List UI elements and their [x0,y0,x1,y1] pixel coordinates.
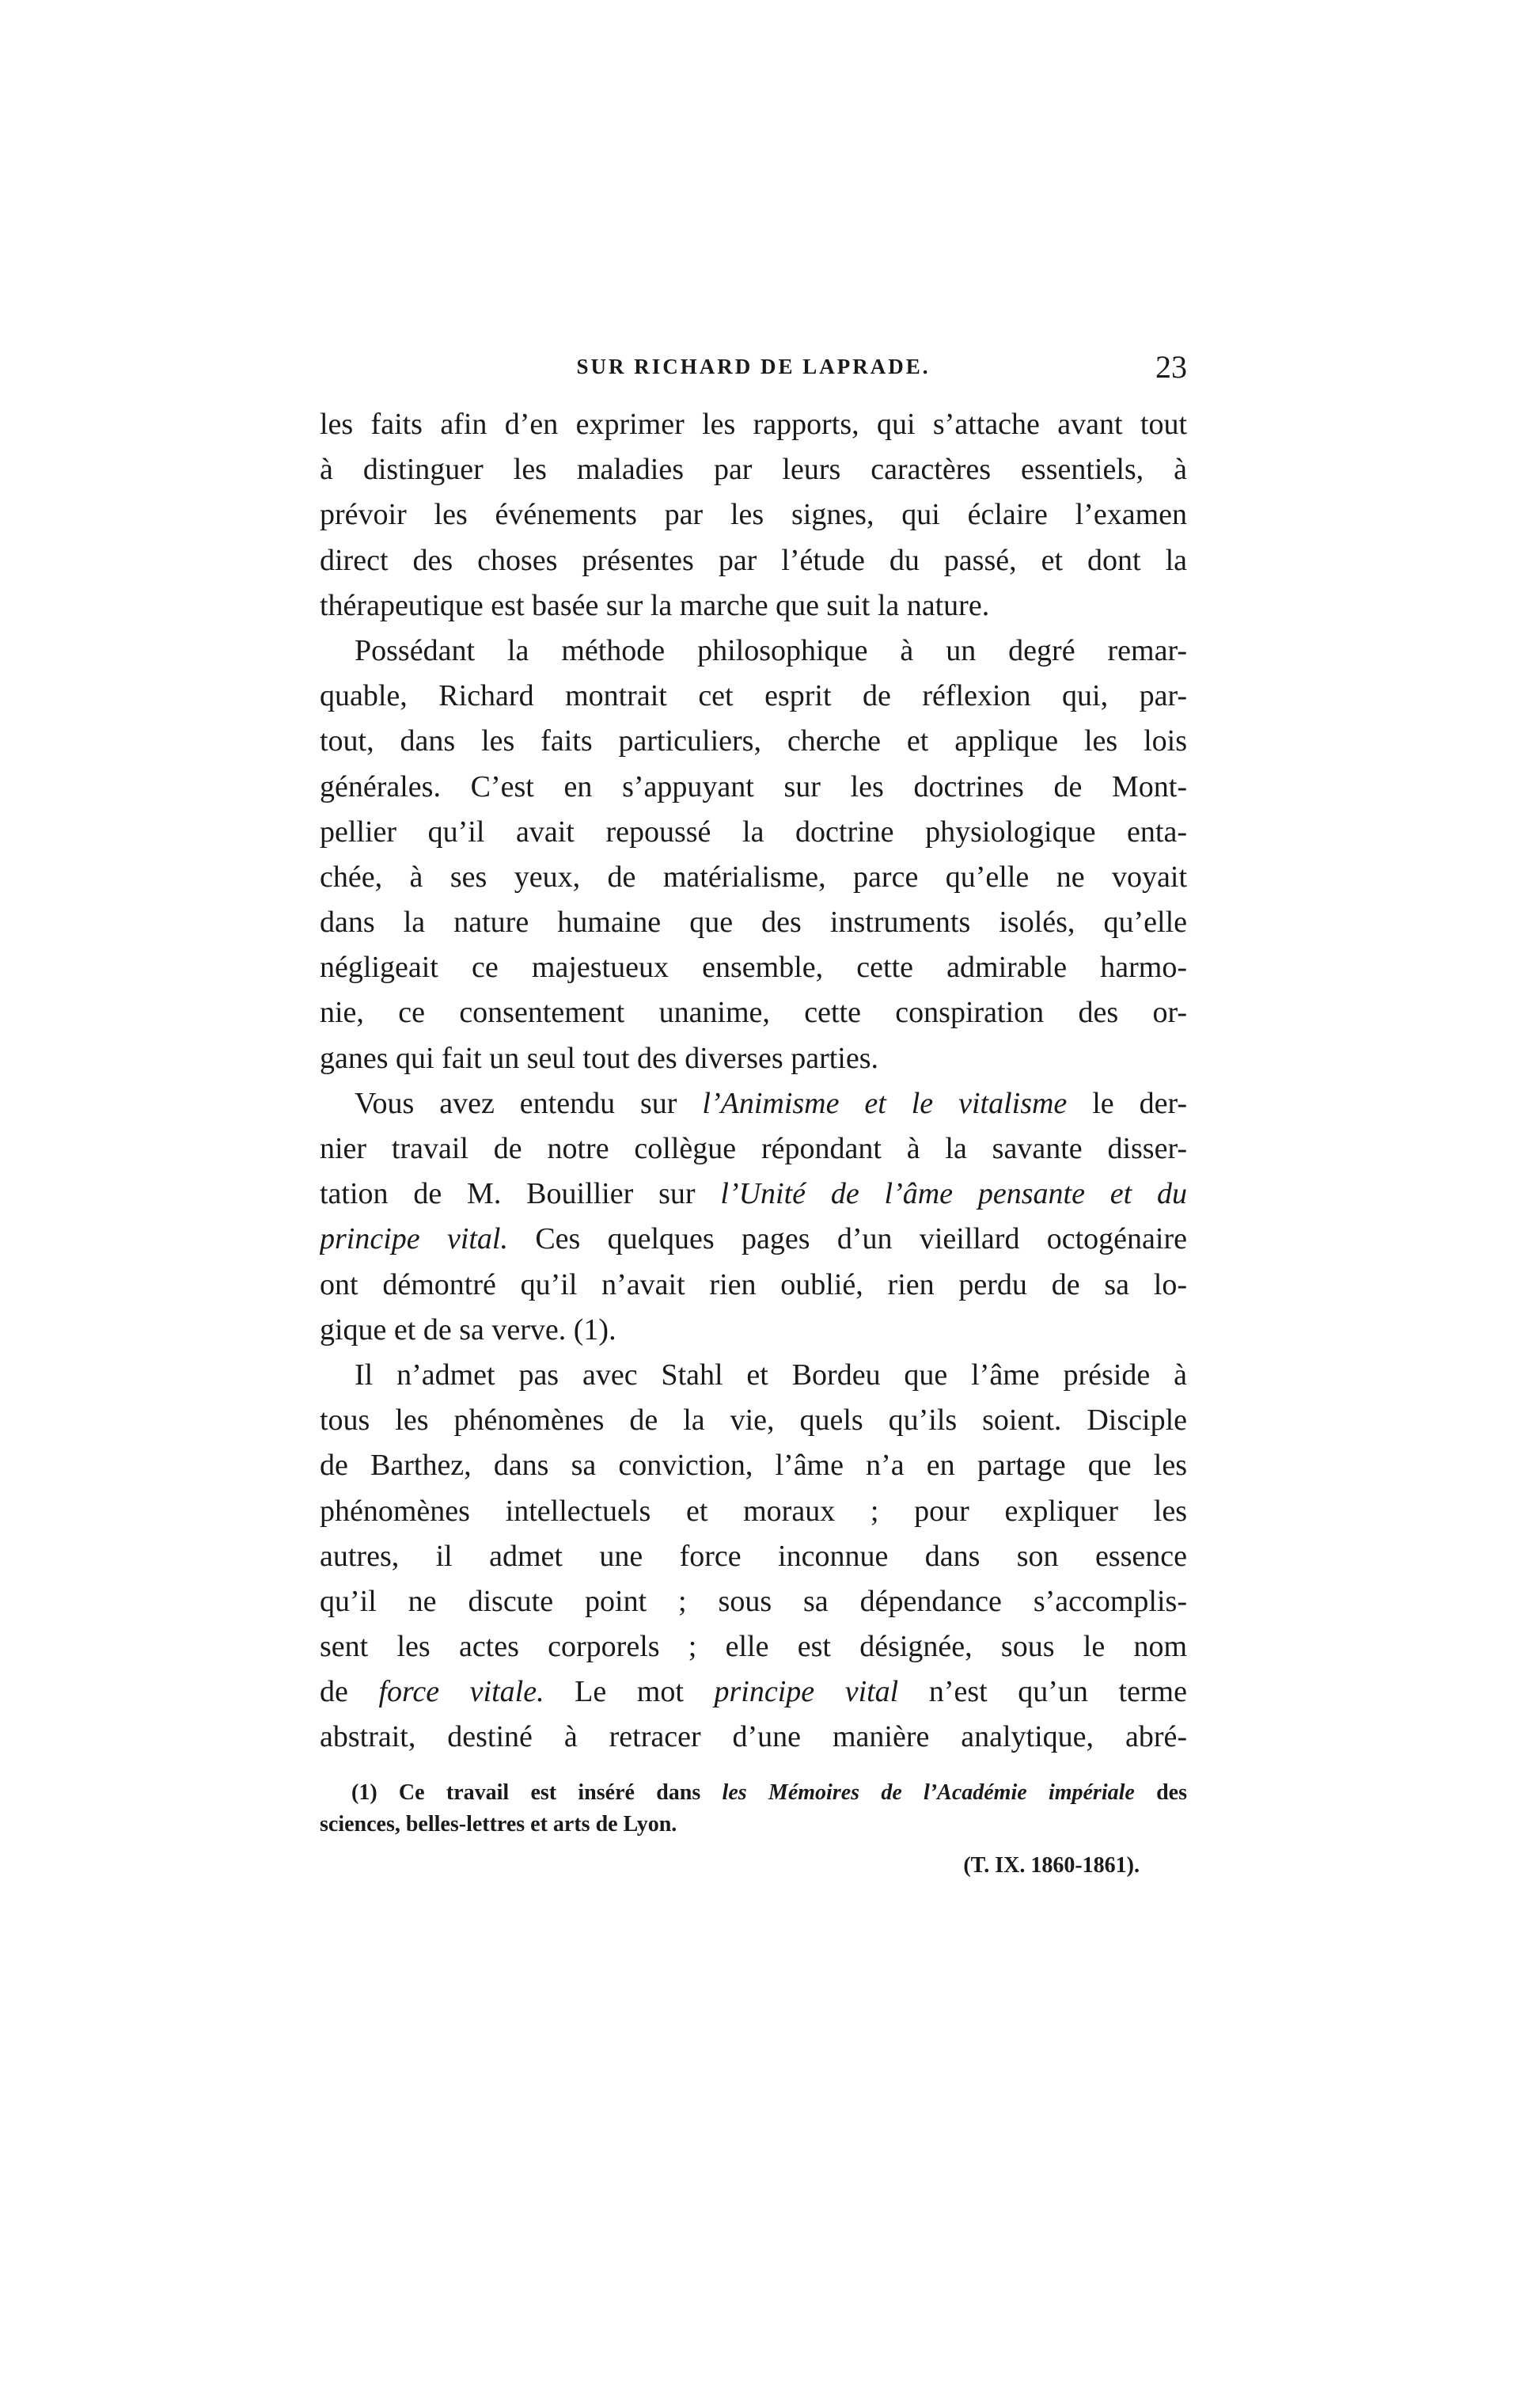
text-line: nier travail de notre collègue répondant à la savante disser- [320,1132,1187,1165]
body-text [320,402,1187,1761]
text-line: les faits afin d’en exprimer les rapports, qui s’attache avant tout [320,408,1187,441]
text-line: nie, ce consentement unanime, cette conspiration des or- [320,996,1187,1030]
text-line: phénomènes intellectuels et moraux ; pour expliquer les [320,1494,1187,1528]
text-line: qu’il ne discute point ; sous sa dépendance s’accomplis- [320,1584,1187,1618]
text-line: tout, dans les faits particuliers, cherche et applique les lois [320,724,1187,758]
footnote [320,1777,1187,1882]
text-line: ganes qui fait un seul tout des diverses parties. [320,1041,879,1075]
text-line: ont démontré qu’il n’avait rien oublié, rien perdu de sa lo- [320,1267,1187,1301]
text-line: thérapeutique est basée sur la marche que suit la nature. [320,588,990,622]
text-line: générales. C’est en s’appuyant sur les doctrines de Mont- [320,769,1187,803]
text-line: à distinguer les maladies par leurs caractères essentiels, à [320,453,1187,487]
footnote-line: sciences, belles-lettres et arts de Lyon. [320,1812,677,1837]
text-line: gique et de sa verve. (1). [320,1312,616,1347]
text-line: chée, à ses yeux, de matérialisme, parce qu’elle ne voyait [320,860,1187,894]
text-line: Il n’admet pas avec Stahl et Bordeu que l’âme préside à [355,1358,1187,1392]
text-line: prévoir les événements par les signes, qui éclaire l’examen [320,498,1187,532]
text-line: sent les actes corporels ; elle est désignée, sous le nom [320,1630,1187,1664]
text-line: tation de M. Bouillier sur l’Unité de l’âme pensante et du [320,1177,1187,1211]
running-head: SUR RICHARD DE LAPRADE. [576,355,931,378]
text-line: tous les phénomènes de la vie, quels qu’ils soient. Disciple [320,1404,1187,1438]
text-line: abstrait, destiné à retracer d’une manière analytique, abré- [320,1720,1187,1754]
page-header [320,348,1187,388]
text-line: quable, Richard montrait cet esprit de réflexion qui, par- [320,679,1187,713]
text-line: dans la nature humaine que des instruments isolés, qu’elle [320,906,1187,940]
text-line: autres, il admet une force inconnue dans son essence [320,1539,1187,1573]
page-number: 23 [1155,349,1187,385]
text-line: de Barthez, dans sa conviction, l’âme n’a en partage que les [320,1449,1187,1483]
text-line: négligeait ce majestueux ensemble, cette admirable harmo- [320,951,1187,985]
text-line: Possédant la méthode philosophique à un degré remar- [355,633,1187,667]
footnote-reference: (T. IX. 1860-1861). [963,1853,1140,1878]
text-line: de force vitale. Le mot principe vital n’est qu’un terme [320,1675,1187,1709]
text-line: direct des choses présentes par l’étude du passé, et dont la [320,543,1187,577]
footnote-line: (1) Ce travail est inséré dans les Mémoires de l’Académie impériale des [351,1780,1188,1805]
text-line: pellier qu’il avait repoussé la doctrine physiologique enta- [320,815,1187,849]
text-line: Vous avez entendu sur l’Animisme et le vitalisme le der- [355,1086,1187,1120]
text-line: principe vital. Ces quelques pages d’un vieillard octogénaire [320,1222,1187,1256]
